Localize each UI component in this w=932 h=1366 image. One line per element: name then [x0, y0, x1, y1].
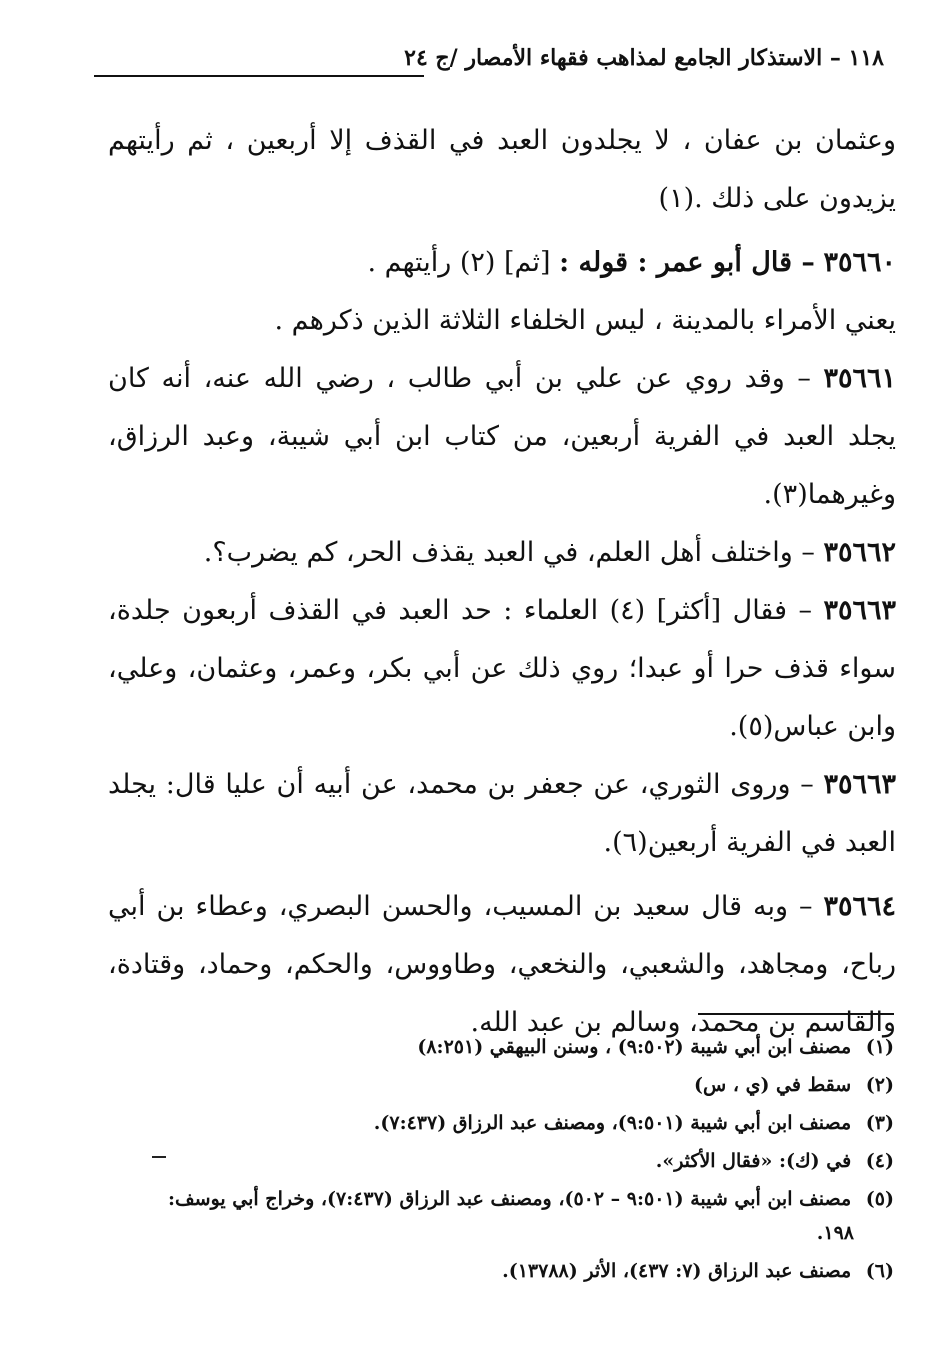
paragraph — [108, 756, 896, 872]
paragraph-text: [ثم] (٢) رأيتهم . — [367, 247, 551, 278]
paragraph-lead: قال أبو عمر : قوله : — [559, 247, 792, 278]
paragraph-number: ٣٥٦٦٢ — [823, 537, 896, 568]
footnote-text: مصنف ابن أبي شيبة (٩:٥٠١ – ٥٠٢)، ومصنف عبد الرزاق (٧:٤٣٧)، وخراج أبي يوسف: — [167, 1188, 852, 1210]
paragraph-number: ٣٥٦٦٣ — [823, 769, 896, 800]
footnote-number: (٤) — [865, 1150, 894, 1172]
paragraph — [108, 582, 896, 756]
footnote-number: (٥) — [865, 1188, 894, 1210]
paragraph-number: ٣٥٦٦٠ — [823, 247, 896, 278]
footnote — [34, 1144, 894, 1178]
paragraph-lead: – — [791, 247, 815, 278]
footnote-number: (٣) — [865, 1112, 894, 1134]
footnote-number: (٢) — [865, 1074, 894, 1096]
footnotes — [34, 1030, 894, 1292]
main-text — [108, 112, 896, 1052]
footnote — [34, 1106, 894, 1140]
paragraph-number: ٣٥٦٦٤ — [823, 891, 896, 922]
page-header — [94, 45, 884, 89]
paragraph-text: يعني الأمراء بالمدينة ، ليس الخلفاء الثلاثة الذين ذكرهم . — [274, 305, 896, 336]
paragraph-number: ٣٥٦٦٣ — [823, 595, 896, 626]
footnote-text: مصنف ابن أبي شيبة (٩:٥٠٢) ، وسنن البيهقي (٨:٢٥١) — [417, 1036, 852, 1058]
paragraph-text: – فقال [أكثر] (٤) العلماء : حد العبد في القذف أربعون جلدة، سواء قذف حرا أو عبدا؛ روي ذلك عن أبي بكر، وعمر، وعثمان، وعلي، وابن عباس(٥). — [108, 595, 896, 742]
footnote — [34, 1068, 894, 1102]
paragraph-text: – وقد روي عن علي بن أبي طالب ، رضي الله عنه، أنه كان يجلد العبد في الفرية أربعين، من كتاب ابن أبي شيبة، وعبد الرزاق، وغيرهما(٣). — [108, 363, 896, 510]
footnote-text: سقط في (ي ، س) — [694, 1074, 852, 1096]
footnote — [34, 1030, 894, 1064]
footnote — [34, 1182, 894, 1250]
paragraph — [108, 112, 896, 228]
paragraph — [108, 292, 896, 350]
paragraph — [108, 350, 896, 524]
footnote-continuation: ١٩٨. — [816, 1222, 854, 1244]
paragraph-number: ٣٥٦٦١ — [823, 363, 896, 394]
header-rule — [94, 75, 424, 77]
footnote-text: مصنف عبد الرزاق (٧: ٤٣٧)، الأثر (١٣٧٨٨). — [502, 1260, 852, 1282]
footnote — [34, 1254, 894, 1288]
stray-mark — [152, 1156, 166, 1158]
running-header: ١١٨ – الاستذكار الجامع لمذاهب فقهاء الأمصار /ج ٢٤ — [404, 45, 884, 71]
paragraph — [108, 234, 896, 292]
footnote-number: (١) — [865, 1036, 894, 1058]
paragraph-text: وعثمان بن عفان ، لا يجلدون العبد في القذف إلا أربعين ، ثم رأيتهم يزيدون على ذلك .(١) — [108, 125, 896, 214]
paragraph-text: – وبه قال سعيد بن المسيب، والحسن البصري، وعطاء بن أبي رباح، ومجاهد، والشعبي، والنخعي، وطاووس، والحكم، وحماد، وقتادة، والقاسم بن محمد، وسالم بن عبد الله. — [108, 891, 896, 1038]
paragraph — [108, 878, 896, 1052]
paragraph — [108, 524, 896, 582]
paragraph-text: – واختلف أهل العلم، في العبد يقذف الحر، كم يضرب؟. — [203, 537, 815, 568]
footnote-separator — [698, 1013, 894, 1015]
footnote-number: (٦) — [865, 1260, 894, 1282]
footnote-text: مصنف ابن أبي شيبة (٩:٥٠١)، ومصنف عبد الرزاق (٧:٤٣٧). — [373, 1112, 852, 1134]
footnote-text: في (ك): «فقال الأكثر». — [655, 1150, 852, 1172]
paragraph-text: – وروى الثوري، عن جعفر بن محمد، عن أبيه أن عليا قال: يجلد العبد في الفرية أربعين(٦). — [108, 769, 896, 858]
